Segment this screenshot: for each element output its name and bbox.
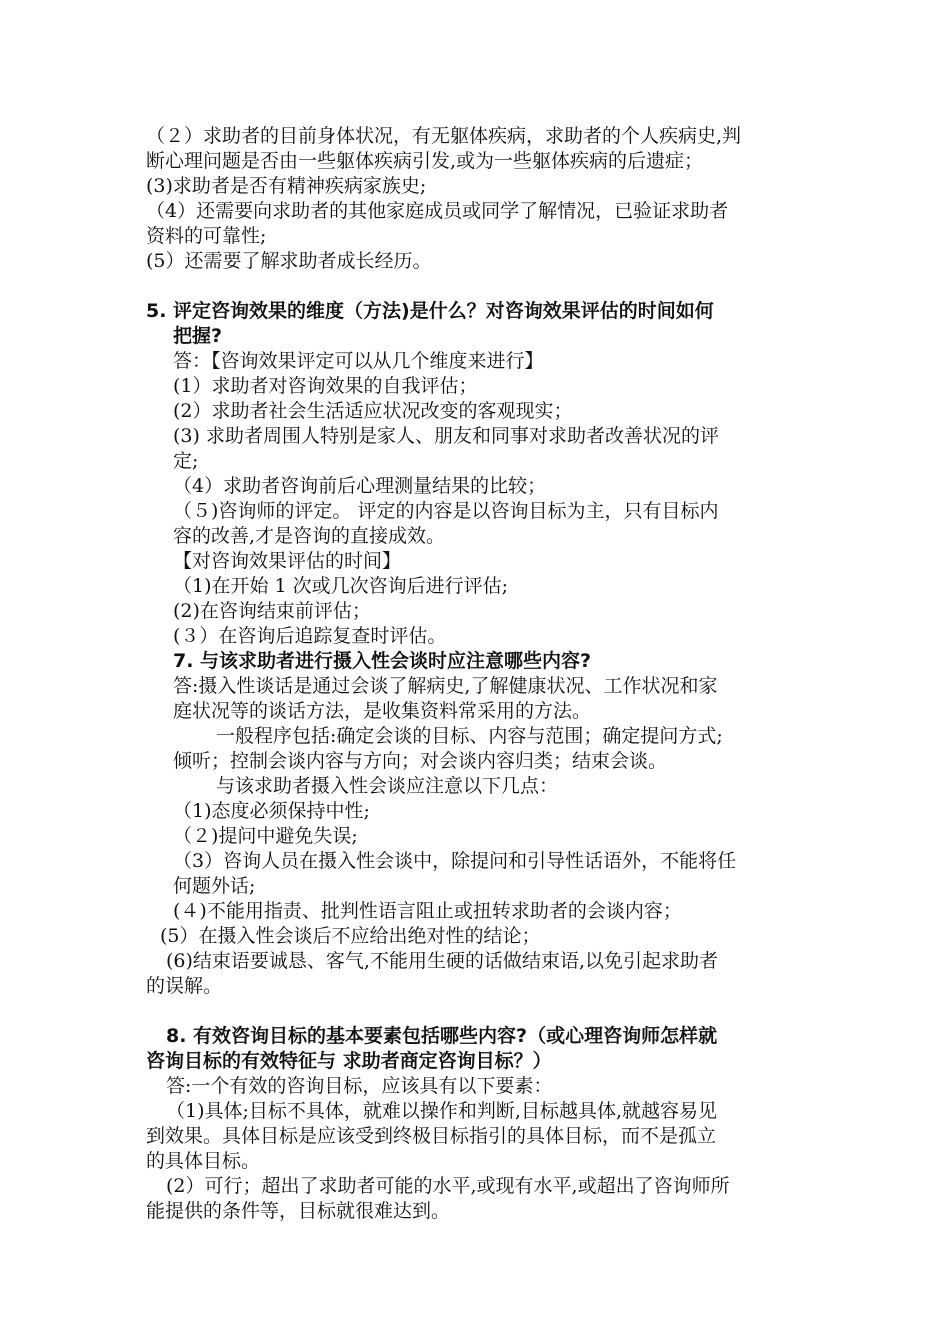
answer-line: 到效果。具体目标是应该受到终极目标指引的具体目标，而不是孤立 (146, 1125, 717, 1147)
paragraph-line: （２）求助者的目前身体状况，有无躯体疾病，求助者的个人疾病史,判 (146, 125, 742, 147)
paragraph-line: 断心理问题是否由一些躯体疾病引发,或为一些躯体疾病的后遗症； (146, 150, 704, 172)
answer-line: (４)不能用指责、批判性语言阻止或扭转求助者的会谈内容； (173, 900, 682, 922)
answer-line: 【对咨询效果评估的时间】 (173, 550, 402, 572)
answer-line: 答：【咨询效果评定可以从几个维度来进行】 (173, 350, 544, 372)
answer-line: 何题外话; (173, 875, 256, 897)
paragraph-line: 资料的可靠性; (146, 225, 267, 247)
answer-line: 一般程序包括:确定会谈的目标、内容与范围；确定提问方式; (216, 725, 723, 747)
answer-line: （4）求助者咨询前后心理测量结果的比较； (173, 475, 547, 497)
answer-line: (2）可行；超出了求助者可能的水平,或现有水平,或超出了咨询师所 (166, 1175, 730, 1197)
answer-line: (2)在咨询结束前评估； (173, 600, 371, 622)
question-heading: 咨询目标的有效特征与 求助者商定咨询目标？） (146, 1050, 552, 1072)
answer-line: (1）求助者对咨询效果的自我评估； (173, 375, 478, 397)
answer-line: (３）在咨询后追踪复查时评估。 (173, 625, 447, 647)
answer-line: (3) 求助者周围人特别是家人、朋友和同事对求助者改善状况的评 (173, 425, 719, 447)
answer-line: 容的改善,才是咨询的直接成效。 (173, 525, 446, 547)
answer-line: 庭状况等的谈话方法，是收集资料常采用的方法。 (173, 700, 592, 722)
answer-line: 与该求助者摄入性会谈应注意以下几点： (216, 775, 559, 797)
answer-line: 定; (173, 450, 199, 472)
answer-line: （1)在开始 1 次或几次咨询后进行评估; (173, 575, 509, 597)
question-heading: 把握? (173, 325, 223, 347)
answer-line: 的具体目标。 (146, 1150, 261, 1172)
answer-line: 倾听；控制会谈内容与方向；对会谈内容归类；结束会谈。 (173, 750, 668, 772)
answer-line: 的误解。 (146, 975, 223, 997)
answer-line: (6)结束语要诚恳、客气,不能用生硬的话做结束语,以免引起求助者 (166, 950, 718, 972)
paragraph-line: （4）还需要向求助者的其他家庭成员或同学了解情况，已验证求助者 (146, 200, 729, 222)
paragraph-line: (3)求助者是否有精神疾病家族史; (146, 175, 427, 197)
paragraph-line: (5）还需要了解求助者成长经历。 (146, 250, 432, 272)
answer-line: (5）在摄入性会谈后不应给出绝对性的结论； (160, 925, 541, 947)
answer-line: 能提供的条件等，目标就很难达到。 (146, 1200, 451, 1222)
answer-line: （1)态度必须保持中性; (173, 800, 370, 822)
question-heading: 5. 评定咨询效果的维度（方法)是什么？对咨询效果评估的时间如何 (146, 300, 714, 322)
answer-line: 答:一个有效的咨询目标，应该具有以下要素： (166, 1075, 553, 1097)
answer-line: （1)具体;目标不具体，就难以操作和判断,目标越具体,就越容易见 (166, 1100, 717, 1122)
answer-line: （５)咨询师的评定。 评定的内容是以咨询目标为主，只有目标内 (173, 500, 719, 522)
answer-line: （3）咨询人员在摄入性会谈中，除提问和引导性话语外，不能将任 (173, 850, 737, 872)
answer-line: 答:摄入性谈话是通过会谈了解病史,了解健康状况、工作状况和家 (173, 675, 718, 697)
question-heading: 7. 与该求助者进行摄入性会谈时应注意哪些内容? (173, 650, 592, 672)
answer-line: (2）求助者社会生活适应状况改变的客观现实； (173, 400, 573, 422)
answer-line: （２)提问中避免失误; (173, 825, 358, 847)
question-heading: 8. 有效咨询目标的基本要素包括哪些内容?（或心理咨询师怎样就 (166, 1025, 718, 1047)
